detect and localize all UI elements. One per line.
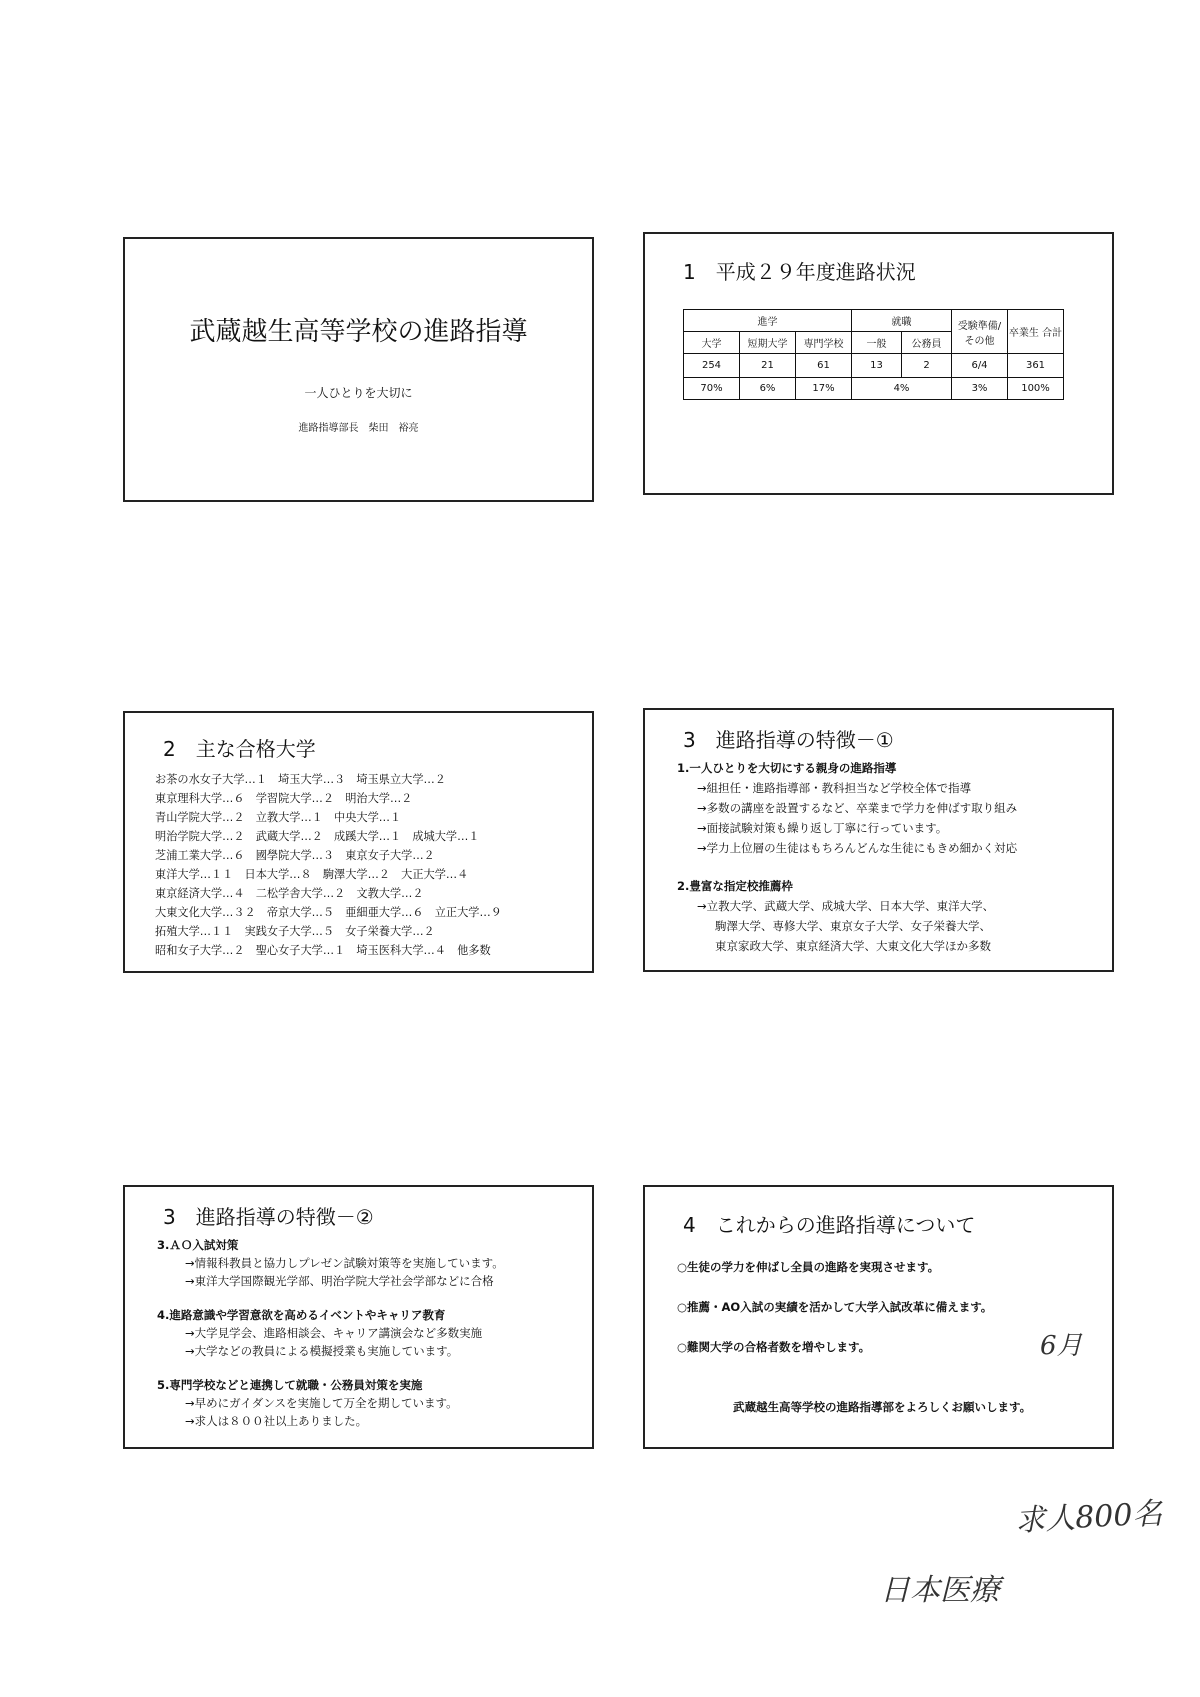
header-komuin: 公務員 [902, 332, 952, 354]
section-title: 3.ＡＯ入試対策 [157, 1238, 239, 1252]
handwritten-note-recruitment: 求人800名 [1014, 1496, 1164, 1539]
count-cell: 6/4 [952, 354, 1008, 378]
header-sotsugyo: 卒業生 合計 [1008, 310, 1064, 354]
pct-cell: 4% [852, 378, 952, 400]
count-cell: 21 [740, 354, 796, 378]
handwritten-note-company: 日本医療 [880, 1573, 1000, 1608]
list-item: →東洋大学国際観光学部、明治学院大学社会学部などに合格 [185, 1274, 494, 1288]
slide-features-1 [643, 708, 1114, 972]
handwritten-month: 6月 [1040, 1331, 1083, 1361]
header-daigaku: 大学 [684, 332, 740, 354]
pct-cell: 70% [684, 378, 740, 400]
slide-heading: 2 主な合格大学 [163, 737, 316, 761]
header-ippan: 一般 [852, 332, 902, 354]
table-row [684, 378, 1064, 400]
slide-title [123, 237, 594, 502]
bullet-item: ○生徒の学力を伸ばし全員の進路を実現させます。 [677, 1260, 940, 1274]
count-cell: 361 [1008, 354, 1064, 378]
header-juken: 受験準備/ その他 [952, 310, 1008, 354]
section-title: 5.専門学校などと連携して就職・公務員対策を実施 [157, 1378, 423, 1392]
header-tanki: 短期大学 [740, 332, 796, 354]
header-shingaku: 進学 [684, 310, 852, 332]
count-cell: 254 [684, 354, 740, 378]
list-item: お茶の水女子大学…１ 埼玉大学…３ 埼玉県立大学…２ [155, 773, 446, 786]
list-item: →情報科教員と協力しプレゼン試験対策等を実施しています。 [185, 1256, 504, 1270]
count-cell: 61 [796, 354, 852, 378]
slide-career-status [643, 232, 1114, 495]
list-item: 昭和女子大学…２ 聖心女子大学…１ 埼玉医科大学…４ 他多数 [155, 944, 491, 957]
list-item: →立教大学、武蔵大学、成城大学、日本大学、東洋大学、 [697, 899, 995, 913]
list-item: →面接試験対策も繰り返し丁寧に行っています。 [697, 821, 948, 835]
presenter-name: 進路指導部長 柴田 裕亮 [298, 423, 419, 434]
list-item: 東京家政大学、東京経済大学、大東文化大学ほか多数 [715, 939, 991, 953]
slide-heading: 1 平成２９年度進路状況 [683, 260, 916, 284]
bullet-item: ○推薦・AO入試の実績を活かして大学入試改革に備えます。 [677, 1300, 993, 1314]
section-title: 1.一人ひとりを大切にする親身の進路指導 [677, 761, 897, 775]
slide-features-2 [123, 1185, 594, 1449]
pct-cell: 100% [1008, 378, 1064, 400]
list-item: 大東文化大学…３２ 帝京大学…５ 亜細亜大学…６ 立正大学…９ [155, 906, 502, 919]
list-item: →大学などの教員による模擬授業も実施しています。 [185, 1344, 459, 1358]
slide-heading: 3 進路指導の特徴－② [163, 1205, 374, 1229]
pct-cell: 3% [952, 378, 1008, 400]
slide-future [643, 1185, 1114, 1449]
pct-cell: 17% [796, 378, 852, 400]
section-title: 2.豊富な指定校推薦枠 [677, 879, 793, 893]
count-cell: 2 [902, 354, 952, 378]
section-title: 4.進路意識や学習意欲を高めるイベントやキャリア教育 [157, 1308, 446, 1322]
list-item: 芝浦工業大学…６ 國學院大学…３ 東京女子大学…２ [155, 849, 435, 862]
presentation-title: 武蔵越生高等学校の進路指導 [189, 317, 528, 347]
list-item: →組担任・進路指導部・教科担当など学校全体で指導 [697, 781, 972, 795]
list-item: →学力上位層の生徒はもちろんどんな生徒にもきめ細かく対応 [697, 841, 1018, 855]
list-item: 東京経済大学…４ 二松学舎大学…２ 文教大学…２ [155, 887, 424, 900]
list-item: 東洋大学…１１ 日本大学…８ 駒澤大学…２ 大正大学…４ [155, 868, 469, 881]
list-item: 拓殖大学…１１ 実践女子大学…５ 女子栄養大学…２ [155, 925, 435, 938]
list-item: →多数の講座を設置するなど、卒業まで学力を伸ばす取り組み [697, 801, 1018, 815]
list-item: 青山学院大学…２ 立教大学…１ 中央大学…１ [155, 811, 402, 824]
header-shushoku: 就職 [852, 310, 952, 332]
presentation-subtitle: 一人ひとりを大切に [304, 386, 413, 400]
bullet-item: ○難関大学の合格者数を増やします。 [677, 1340, 871, 1354]
list-item: →求人は８００社以上ありました。 [185, 1414, 368, 1428]
closing-text: 武蔵越生高等学校の進路指導部をよろしくお願いします。 [733, 1400, 1032, 1414]
header-senmon: 専門学校 [796, 332, 852, 354]
pct-cell: 6% [740, 378, 796, 400]
slide-universities [123, 711, 594, 973]
career-status-table [683, 309, 1064, 400]
table-row [684, 354, 1064, 378]
count-cell: 13 [852, 354, 902, 378]
slide-heading: 4 これからの進路指導について [683, 1213, 976, 1237]
list-item: 明治学院大学…２ 武蔵大学…２ 成蹊大学…１ 成城大学…１ [155, 830, 480, 843]
list-item: →大学見学会、進路相談会、キャリア講演会など多数実施 [185, 1326, 483, 1340]
slide-heading: 3 進路指導の特徴－① [683, 728, 894, 752]
list-item: →早めにガイダンスを実施して万全を期しています。 [185, 1396, 458, 1410]
list-item: 駒澤大学、専修大学、東京女子大学、女子栄養大学、 [715, 919, 991, 933]
list-item: 東京理科大学…６ 学習院大学…２ 明治大学…２ [155, 792, 413, 805]
